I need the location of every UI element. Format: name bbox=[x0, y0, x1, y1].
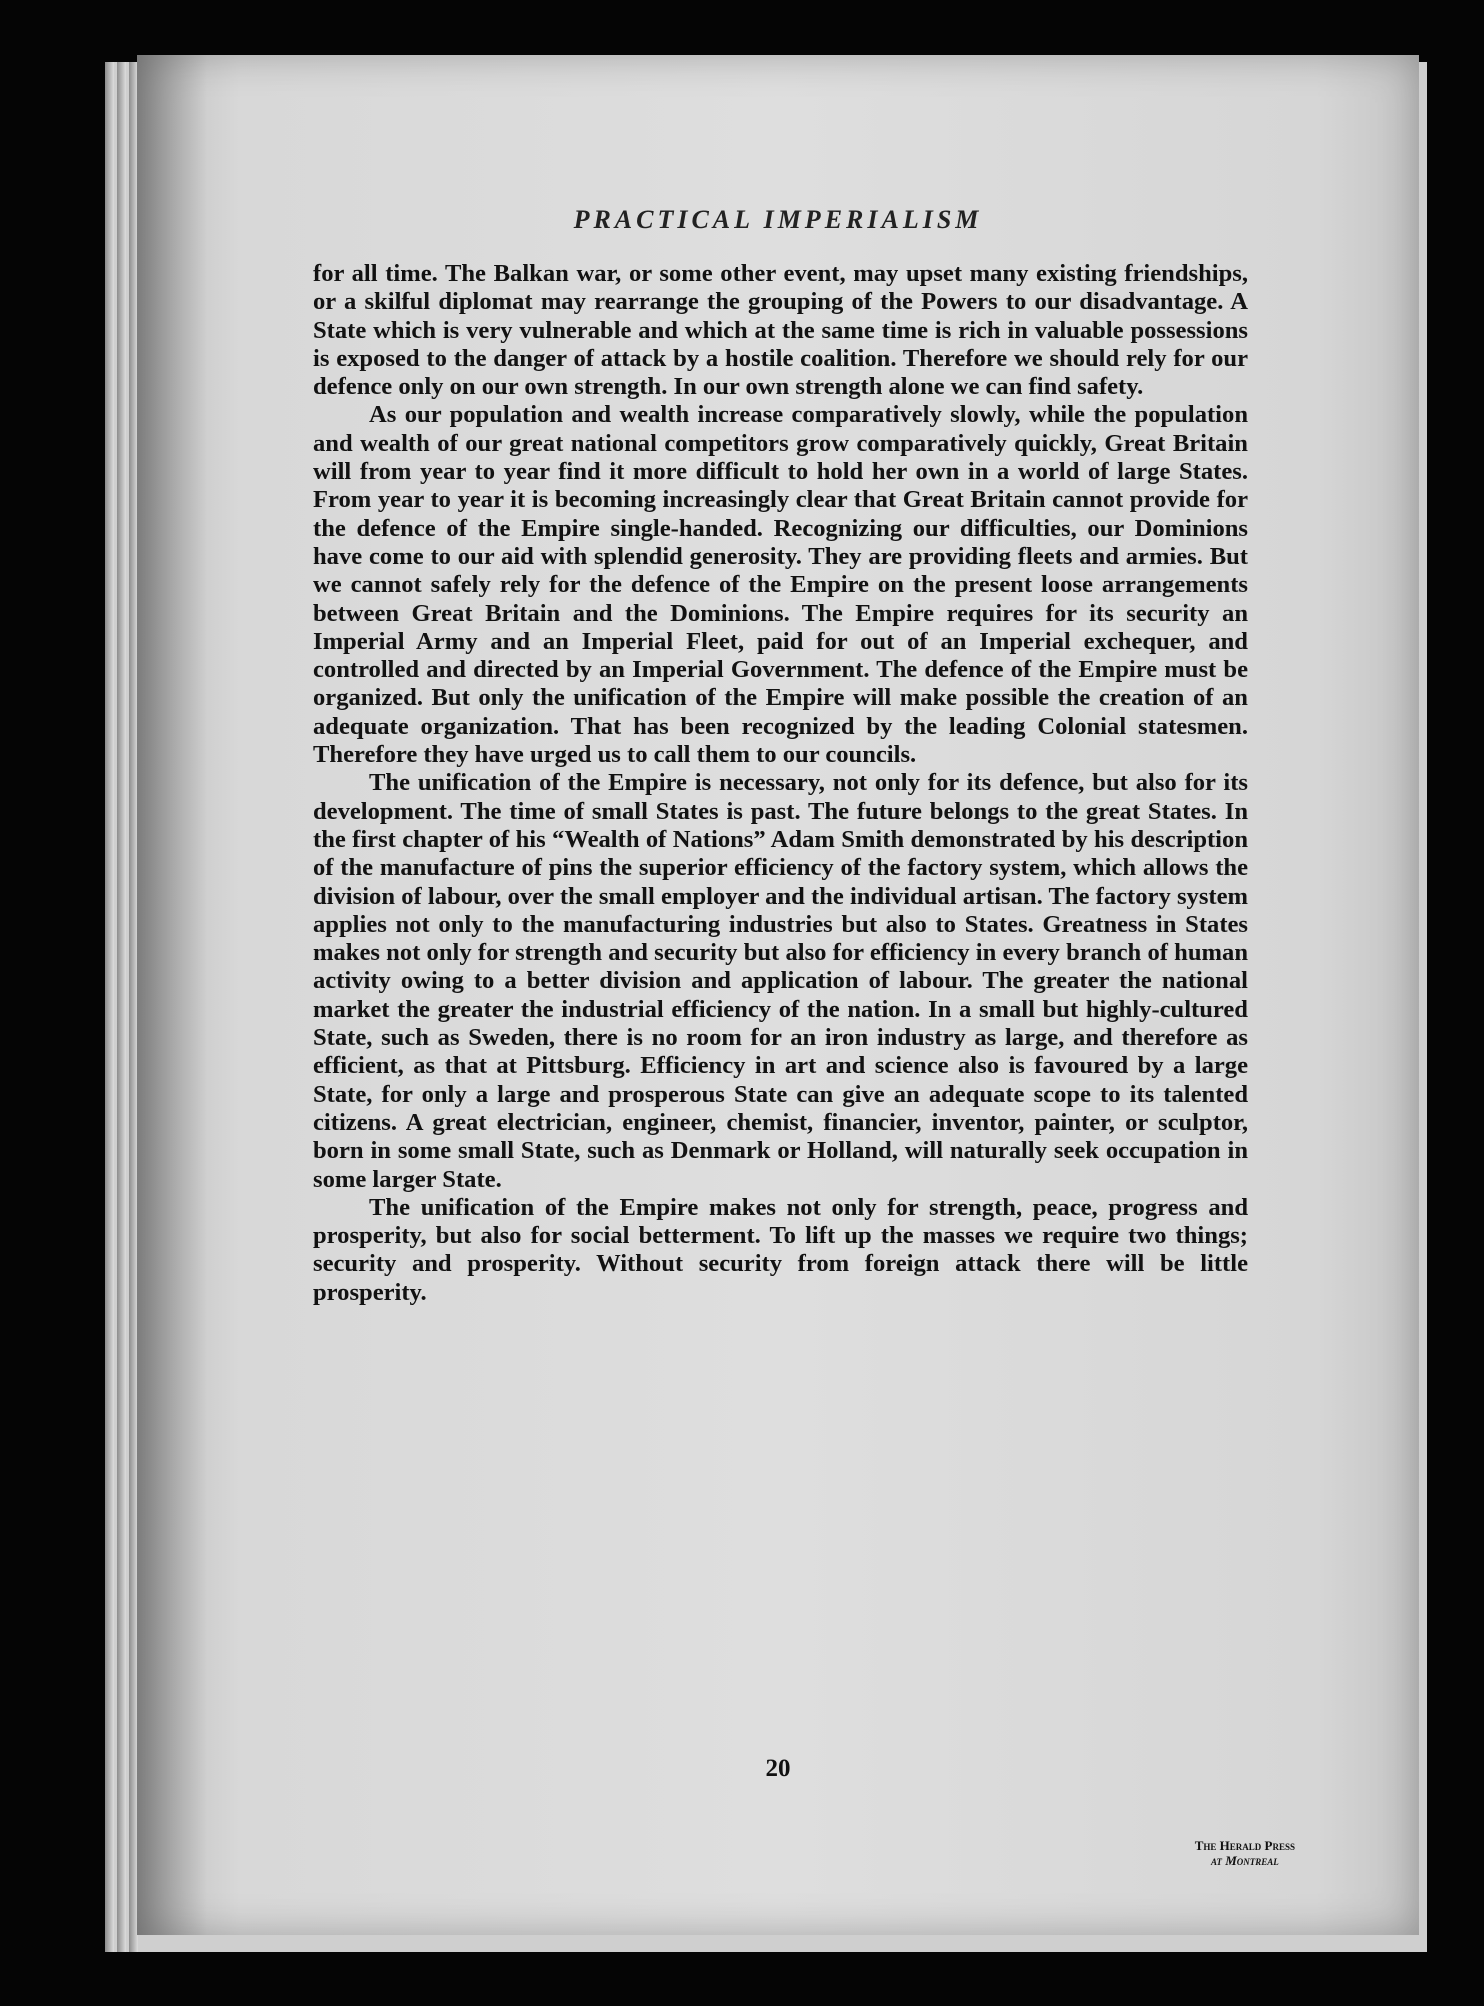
imprint-publisher: The Herald Press bbox=[1194, 1838, 1295, 1853]
paragraph: for all time. The Balkan war, or some other event, may upset many existing friendships, or a skilful diplomat may rearrange the grouping of the Powers to our disadvantage. A State which is very vulnerable and which at the same time is rich in valuable possessions is exposed to the danger of attack by a hostile coalition. Therefore we should rely for our defence only on our own strength. In our own strength alone we can find safety. bbox=[313, 260, 1248, 401]
imprint-location: at Montreal bbox=[1210, 1853, 1279, 1868]
book-page bbox=[137, 55, 1419, 1935]
page-edge bbox=[117, 62, 126, 1952]
paragraph: The unification of the Empire is necessary, not only for its defence, but also for its development. The time of small States is past. The future belongs to the great States. In the first chapter of his “Wealth of Nations” Adam Smith demonstrated by his description of the manufacture of pins the superior efficiency of the factory system, which allows the division of labour, over the small employer and the individual artisan. The factory system applies not only to the manufacturing industries but also to States. Greatness in States makes not only for strength and security but also for efficiency in every branch of human activity owing to a better division and application of labour. The greater the national market the greater the industrial efficiency of the nation. In a small but highly-cultured State, such as Sweden, there is no room for an iron industry as large, and therefore as efficient, as that at Pittsburg. Efficiency in art and science also is favoured by a large State, for only a large and prosperous State can give an adequate scope to its talented citizens. A great electrician, engineer, chemist, financier, inventor, painter, or sculptor, born in some small State, such as Denmark or Holland, will naturally seek occupation in some larger State. bbox=[313, 769, 1248, 1193]
paragraph: The unification of the Empire makes not only for strength, peace, progress and prosperity, but also for social betterment. To lift up the masses we require two things; security and prosperity. Without security from foreign attack there will be little prosperity. bbox=[313, 1193, 1248, 1306]
body-text bbox=[313, 260, 1248, 1307]
printer-imprint bbox=[1195, 1838, 1295, 1868]
page-edge bbox=[105, 62, 114, 1952]
paragraph: As our population and wealth increase comparatively slowly, while the population and wealth of our great national competitors grow comparatively quickly, Great Britain will from year to year find it more difficult to hold her own in a world of large States. From year to year it is becoming increasingly clear that Great Britain cannot provide for the defence of the Empire single-handed. Recognizing our difficulties, our Dominions have come to our aid with splendid generosity. They are providing fleets and armies. But we cannot safely rely for the defence of the Empire on the present loose arrangements between Great Britain and the Dominions. The Empire requires for its security an Imperial Army and an Imperial Fleet, paid for out of an Imperial exchequer, and controlled and directed by an Imperial Government. The defence of the Empire must be organized. But only the unification of the Empire will make possible the creation of an adequate organization. That has been recognized by the leading Colonial statesmen. Therefore they have urged us to call them to our councils. bbox=[313, 401, 1248, 769]
running-head: PRACTICAL IMPERIALISM bbox=[573, 205, 983, 234]
page-number: 20 bbox=[765, 1755, 791, 1782]
